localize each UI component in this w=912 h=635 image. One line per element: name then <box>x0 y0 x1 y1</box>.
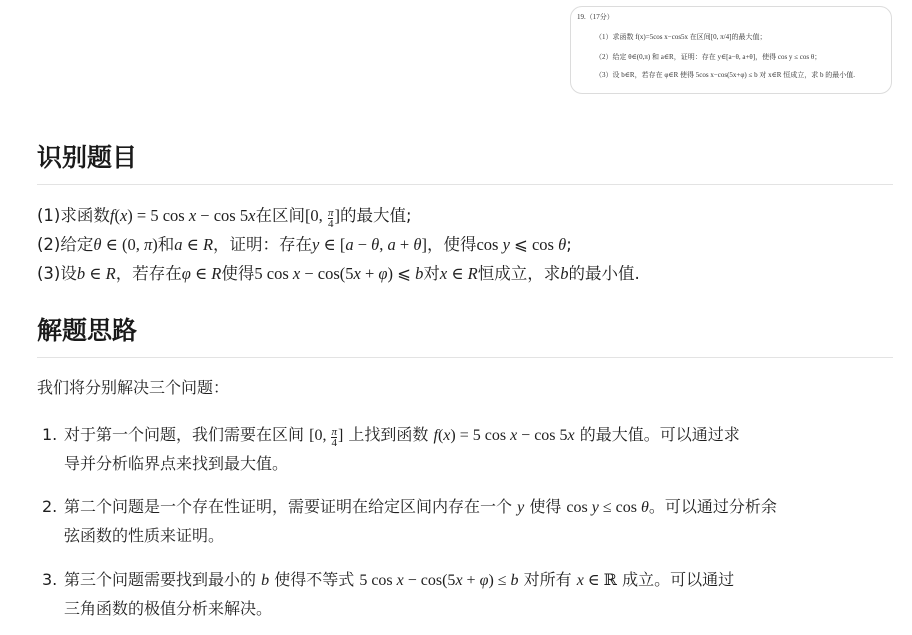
problem-thumbnail[interactable] <box>570 6 892 94</box>
thumb-line-header: 19.（17分） <box>577 13 614 21</box>
section-divider <box>37 357 893 358</box>
thumb-line-3: （3）设 b∈R，若存在 φ∈R 使得 5cos x−cos(5x+φ) ≤ b 对 x∈R 恒成立，求 b 的最小值. <box>595 71 855 79</box>
section-divider <box>37 184 893 185</box>
section-title-identify: 识别题目 <box>37 143 138 172</box>
approach-intro: 我们将分别解决三个问题： <box>37 378 230 397</box>
list-item: 3. 第三个问题需要找到最小的 b 使得不等式 5 cos x − cos(5x + φ) ≤ b 对所有 x ∈ ℝ 成立。可以通过 三角函数的极值分析来解决。 <box>42 570 735 618</box>
list-item: 2. 第二个问题是一个存在性证明，需要证明在给定区间内存在一个 y 使得 cos y ≤ cos θ。可以通过分析余 弦函数的性质来证明。 <box>42 497 777 545</box>
problem-line-3: (3)设b ∈ R，若存在φ ∈ R使得5 cos x − cos(5x + φ) ⩽ b对x ∈ R恒成立，求b的最小值. <box>37 264 640 283</box>
list-item: 1. 对于第一个问题，我们需要在区间 [0, $\frac{\pi}{4}$ ] 上找到函数 f(x) = 5 cos x − cos 5x 的最大值。可以通过求 导并分析临界点来找到最大值。 <box>42 425 740 473</box>
thumb-line-1: （1）求函数 f(x)=5cos x−cos5x 在区间[0, π/4]的最大值； <box>595 33 767 41</box>
section-title-approach: 解题思路 <box>37 316 138 345</box>
thumb-line-2: （2）给定 θ∈(0,π) 和 a∈R，证明：存在 y∈[a−θ, a+θ]，使得 cos y ≤ cos θ； <box>595 53 822 61</box>
problem-line-2: (2)给定θ ∈ (0, π)和a ∈ R，证明：存在y ∈ [a − θ, a + θ]，使得cos y ⩽ cos θ; <box>37 235 572 254</box>
problem-line-1: (1)求函数f(x) = 5 cos x − cos 5x在区间[0, $\frac{\pi}{4}$ ]的最大值; <box>37 206 412 230</box>
